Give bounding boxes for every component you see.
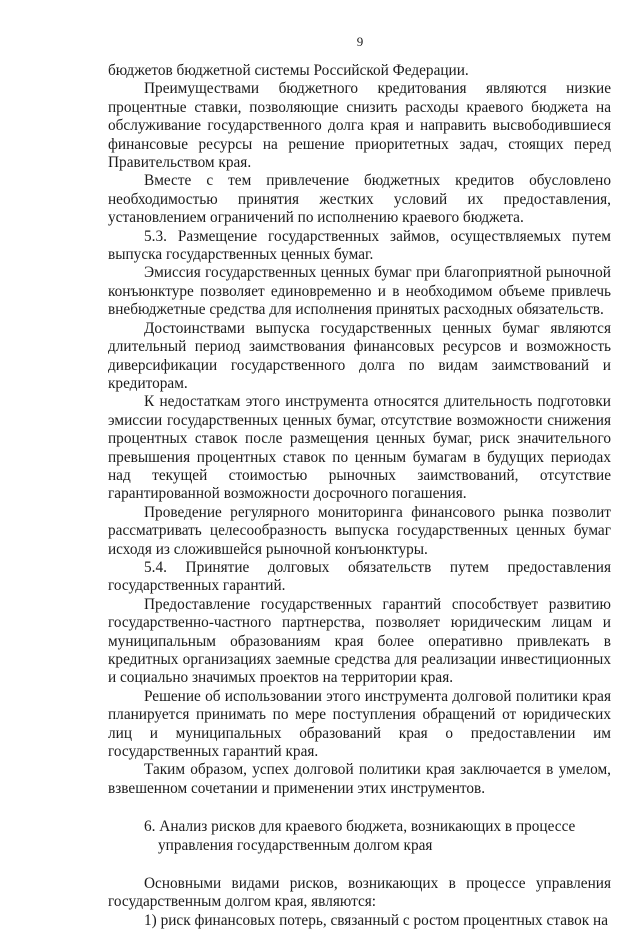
paragraph-9: 5.4. Принятие долговых обязательств путем предоставления государственных гарантий. <box>108 558 611 595</box>
paragraph-14: 1) риск финансовых потерь, связанный с ростом процентных ставок на <box>144 911 608 929</box>
paragraph-6: Достоинствами выпуска государственных ценных бумаг являются длительный период заимствования финансовых ресурсов и возможность диверсификации государственного долга по видам заимствований и кредиторам. <box>108 319 611 392</box>
paragraph-4: 5.3. Размещение государственных займов, осуществляемых путем выпуска государственных ценных бумаг. <box>108 227 611 264</box>
paragraph-12: Таким образом, успех долговой политики края заключается в умелом, взвешенном сочетании и применении этих инструментов. <box>108 761 611 797</box>
document-body <box>108 62 611 930</box>
paragraph-7: К недостаткам этого инструмента относятся длительность подготовки эмиссии государственных ценных бумаг, отсутствие возможности снижения процентных ставок после размещения ценных бумаг, риск значительного превышения процентных ставок по ценным бумагам в будущих периодах над текущей стоимостью рыночных заимствований, отсутствие гарантированной возможности досрочного погашения. <box>108 393 611 503</box>
paragraph-1: бюджетов бюджетной системы Российской Федерации. <box>108 62 469 79</box>
page-number: 9 <box>356 34 364 49</box>
section-heading-line1: 6. Анализ рисков для краевого бюджета, возникающих в процессе <box>144 818 576 836</box>
section-heading-line2: управления государственным долгом края <box>158 836 433 854</box>
paragraph-8: Проведение регулярного мониторинга финансового рынка позволит рассматривать целесообразность выпуска государственных ценных бумаг исходя из сложившейся рыночной конъюнктуры. <box>108 503 611 558</box>
paragraph-3: Вместе с тем привлечение бюджетных кредитов обусловлено необходимостью принятия жестких условий их предоставления, установлением ограничений по исполнению краевого бюджета. <box>108 172 611 227</box>
paragraph-13: Основными видами рисков, возникающих в процессе управления государственным долгом края, являются: <box>108 875 611 911</box>
paragraph-10: Предоставление государственных гарантий способствует развитию государственно-частного партнерства, позволяет юридическим лицам и муниципальным образованиям края более оперативно привлекать в кредитных организациях заемные средства для реализации инвестиционных и социально значимых проектов на территории края. <box>108 595 611 687</box>
paragraph-2: Преимуществами бюджетного кредитования являются низкие процентные ставки, позволяющие снизить расходы краевого бюджета на обслуживание государственного долга края и направить высвободившиеся финансовые ресурсы на решение приоритетных задач, стоящих перед Правительством края. <box>108 80 611 172</box>
paragraph-5: Эмиссия государственных ценных бумаг при благоприятной рыночной конъюнктуре позволяет единовременно и в необходимом объеме привлечь внебюджетные средства для исполнения принятых расходных обязательств. <box>108 264 611 319</box>
section-heading <box>144 818 611 855</box>
paragraph-11: Решение об использовании этого инструмента долговой политики края планируется принимать по мере поступления обращений от юридических лиц и муниципальных образований края о предоставлении им государственных гарантий края. <box>108 687 611 761</box>
